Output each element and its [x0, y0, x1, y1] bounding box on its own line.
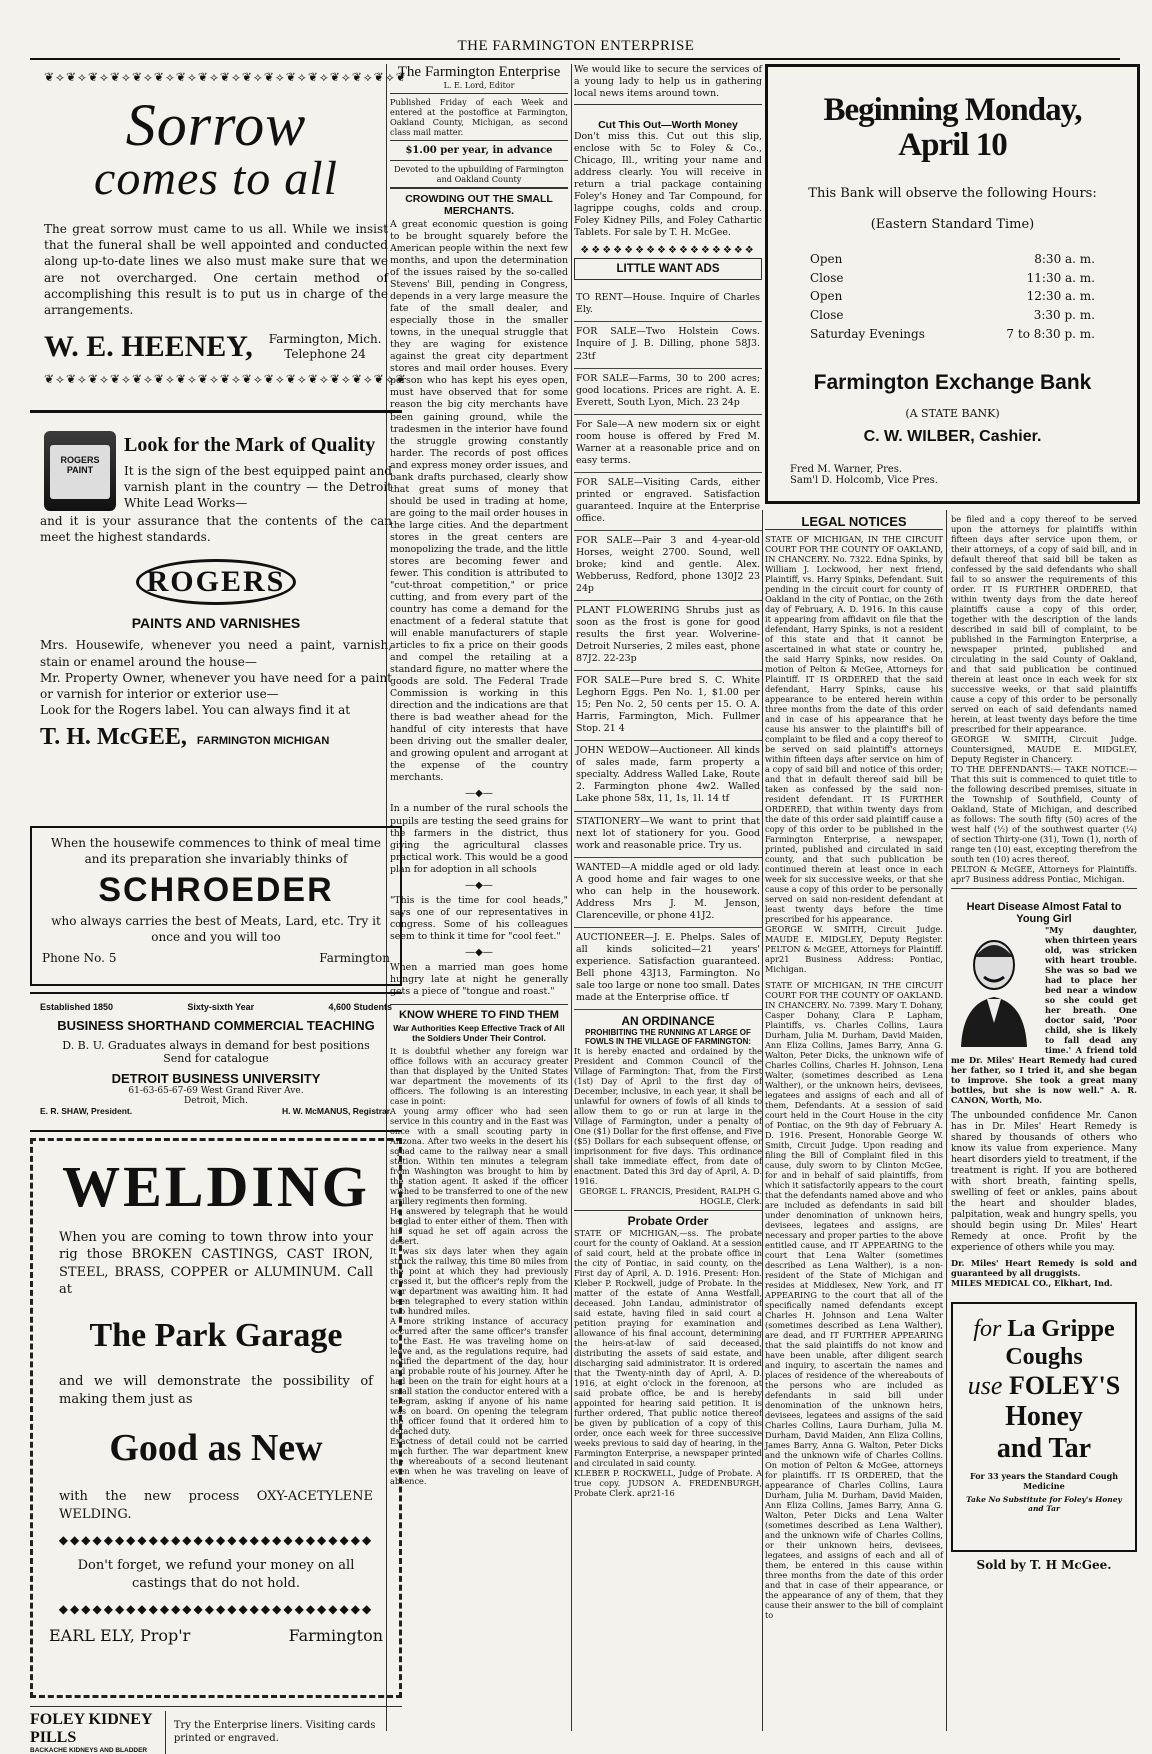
- editor-line: L. E. Lord, Editor: [390, 81, 568, 94]
- dbu-registrar: H. W. McMANUS, Registrar.: [281, 1106, 392, 1116]
- legal-signature: GEORGE W. SMITH, Circuit Judge. Countersigned, MAUDE E. MIDGLEY, Deputy Register in Chancery.: [951, 734, 1137, 764]
- separator: —◆—: [465, 879, 493, 891]
- heart-guarantee: Dr. Miles' Heart Remedy is sold and guaranteed by all druggists.: [951, 1257, 1137, 1278]
- dbu-established: Established 1850: [40, 1002, 114, 1012]
- enterprise-liners: Try the Enterprise liners. Visiting cards printed or engraved.: [173, 1720, 376, 1744]
- welding-refund: Don't forget, we refund your money on all castings that do not hold.: [77, 1558, 355, 1591]
- legal-notice-dohany: STATE OF MICHIGAN, IN THE CIRCUIT COURT FOR THE COUNTY OF OAKLAND. IN CHANCERY. No. 7399. Mary T. Dohany, Casper Dohany, Clara P. Lapham, Plaintiffs, vs. Charles Collins, Laura Durham, Julia M. Durham, David Maiden, Ann Eliza Collins, James Barry, Anna G. Walton, Peter Dicks, the unknown wife of Charles Collins, Charles H. Johnson, Lena Walter, (sometimes described as Lena Walther), or the unknown heirs, devisees, legatees and assigns of each and all of them, Defendants. At a session of said court held in the Court House in the city of Pontiac, on the 9th day of February A. D. 1916. Present, Honorable George W. Smith, Circuit Judge. Upon reading and filing the Bill of Complaint filed in this cause, duly sworn to by Clinton McGee, for and in behalf of said plaintiffs, from which it satisfactorily appears to the court that the defendants named above and who are included as defendants in said bill under denomination of unknown heirs, devisees, legatees and assigns, are necessary and proper parties to the above entitled cause, and IT APPEARING to the court that Lena Walter (sometimes described as Lena Walther), is a non-resident of the State of Michigan and resides at Middlesex, New York, and IT APPEARING to the court that all of the specifically named defendants except Charles H. Johnson and Lena Walter (sometimes described as Lena Walther), are dead, and IT FURTHER APPEARING that the said plaintiffs do not know and have been unable, after diligent search and inquiry, to ascertain the names and places of residence of the whereabouts of the persons who are included as defendants in said bill under denomination of the unknown heirs, devisees, legatees and assigns of the said Charles Collins, Laura Durham, Julia M. Durham, David Maiden, Ann Eliza Collins, James Barry, Anna G. Walton, Peter Dicks and the unknown wife of Charles Collins. On motion of Pelton & McGee, attorneys for plaintiffs. IT IS ORDERED, that the appearance of Charles Collins, Laura Durham, Julia M. Durham, David Maiden, Ann Eliza Collins, James Barry, Anna G. Walton, Peter Dicks and Lena Walter (sometimes described as Lena Walther), and the unknown wife of Charles Collins, or their unknown heirs, devisees, legatees, and assigns of each and all of them, be entered in this cause within three months from the date of this order and that in case of their appearance, or the appearance of any of them, that they cause their answer to the bill of complaint to: [765, 980, 943, 1620]
- schroeder-ad: [30, 826, 402, 986]
- column-right: [951, 514, 1137, 1731]
- legal-headline: LEGAL NOTICES: [765, 514, 943, 530]
- want-ad: For Sale—A new modern six or eight room house is offered by Fred M. Warner at a reasonable price and on easy terms.: [574, 415, 762, 473]
- legal-signature: GEORGE W. SMITH, Circuit Judge. MAUDE E. MIDGLEY, Deputy Register. PELTON & McGEE, Attorneys for Plaintiff. apr21 Business Address: Pontiac, Michigan.: [765, 924, 943, 974]
- ordinance-headline: AN ORDINANCE: [621, 1013, 715, 1028]
- bank-hours-row: Close 11:30 a. m.: [810, 270, 1095, 285]
- foley-name: FOLEY'S: [1008, 1370, 1121, 1400]
- schroeder-town: Farmington: [319, 951, 390, 966]
- bank-hours-table: [790, 250, 1115, 343]
- dbu-students: 4,600 Students: [328, 1002, 392, 1012]
- rogers-body: Mrs. Housewife, whenever you need a paint, varnish, stain or enamel around the house—: [40, 638, 392, 669]
- want-ad: TO RENT—House. Inquire of Charles Ely.: [574, 288, 762, 322]
- ornament-border: ❦⟡❦⟡❦⟡❦⟡❦⟡❦⟡❦⟡❦⟡❦⟡❦⟡❦⟡❦⟡❦⟡❦⟡❦⟡❦⟡❦: [44, 70, 408, 84]
- masthead-rule: [30, 58, 1120, 60]
- want-ad: FOR SALE—Two Holstein Cows. Inquire of J. B. Dilling, phone 58J3. 23tf: [574, 322, 762, 368]
- schroeder-name: SCHROEDER: [98, 871, 334, 910]
- dbu-ad: [30, 992, 402, 1132]
- bank-hours-row: Close 3:30 p. m.: [810, 308, 1095, 323]
- ordinance-signature: GEORGE L. FRANCIS, President, RALPH G. HOGLE, Clerk.: [579, 1185, 762, 1206]
- column-editorial: [390, 64, 568, 1731]
- foley-sold-by: Sold by T. H McGee.: [976, 1557, 1112, 1572]
- dbu-year: Sixty-sixth Year: [187, 1002, 255, 1012]
- legal-notice-spinks: STATE OF MICHIGAN, IN THE CIRCUIT COURT FOR THE COUNTY OF OAKLAND, IN CHANCERY. No. 7322. Edna Spinks, by William J. Lockwood, her next friend, Plaintiff, vs. Harry Spinks, Defendant. Suit pending in the circuit court for county of Oakland in the city of Pontiac, on the 26th day of February, A. D. 1916. In this cause it appearing from affidavit on file that the defendant, Harry Spinks, is not a resident of this state and that it cannot be ascertained in what state or country he, the said Harry Spinks, now resides. On motion of Pelton & McGee, Attorneys for Plaintiff. IT IS ORDERED that the said defendant, Harry Spinks, cause his appearance to be entered herein within three months from the date of this order and in case of his appearance that he cause his answer to the plaintiff's bill of complaint to be filed and a copy thereof to be served on said plaintiff's attorneys within fifteen days after service on him of a copy of said bill and notice of this order; and that in default thereof said bill be taken as confessed by the said non-resident defendant. IT IS FURTHER ORDERED, that within twenty days from the date of this order said plaintiff cause a copy of this order to be published in the Farmington Enterprise, a newspaper, printed, published and circulated in said county, and that such publication be continued therein at least once in each week for six successive weeks, or that she cause a copy of this order to be personally served on said non-resident defendant at least twenty days before the time prescribed for his appearance.: [765, 534, 943, 924]
- man-portrait-icon: [951, 927, 1037, 1047]
- foley-years: For 33 years the Standard Cough Medicine: [969, 1470, 1119, 1491]
- want-ad: AUCTIONEER—J. E. Phelps. Sales of all kinds solicited—21 years' experience. Satisfaction guaranteed. Bell phone 43J13, Farmington. No sale too large or none too small. Dates made at the Enterprise office. tf: [574, 928, 762, 1010]
- welding-good-as-new: Good as New: [109, 1427, 323, 1470]
- cool-heads: "This is the time for cool heads," says one of our representatives in congress. Some of his colleagues seem to think it time for "cool feet.": [390, 894, 568, 942]
- welding-body: and we will demonstrate the possibility of making them just as: [59, 1373, 373, 1407]
- want-ads-headline: LITTLE WANT ADS: [574, 258, 762, 280]
- know-body: He answered by telegraph that he would be glad to enter either of them. Then with his squad he set off again across the desert.: [390, 1205, 568, 1246]
- dbu-catalog: Send for catalogue: [163, 1052, 269, 1065]
- rogers-body: Look for the Rogers label. You can always find it at: [40, 703, 351, 718]
- column-legal: [765, 514, 943, 1731]
- want-ad: JOHN WEDOW—Auctioneer. All kinds of sales made, farm property a specialty. Address Walled Lake, Route 2. Farmington phone 4w2. Walled Lake phone 58x, 11, 1s, 1l. 14 tf: [574, 741, 762, 811]
- heeney-body: The great sorrow must came to us all. While we insist that the funeral shall be well appointed and conducted along up-to-date lines we also must make sure that we are not overcharged. One certain method of accomplishing this result is to put us in charge of the arrangements.: [44, 222, 388, 317]
- dbu-president: E. R. SHAW, President.: [40, 1106, 133, 1116]
- want-ad: STATIONERY—We want to print that next lot of stationery for you. Good work and reasonable price. Try us.: [574, 812, 762, 858]
- rogers-subhead: PAINTS AND VARNISHES: [131, 615, 301, 632]
- heart-maker: MILES MEDICAL CO., Elkhart, Ind.: [951, 1277, 1113, 1288]
- know-body: It was six days later when they again struck the railway, this time 80 miles from the point at which they had previously crossed it, but the officer's reply from the war department was awaiting him. It had been telegraphed to every station within two hundred miles.: [390, 1245, 568, 1316]
- rogers-body: It is the sign of the best equipped paint and varnish plant in the country — the Detroit White Lead Works—: [124, 464, 392, 511]
- bank-time-zone: (Eastern Standard Time): [870, 217, 1035, 233]
- crowding-headline: CROWDING OUT THE SMALL MERCHANTS.: [405, 193, 553, 217]
- ornament-border: ❦⟡❦⟡❦⟡❦⟡❦⟡❦⟡❦⟡❦⟡❦⟡❦⟡❦⟡❦⟡❦⟡❦⟡❦⟡❦⟡❦: [44, 372, 408, 387]
- want-ad: PLANT FLOWERING Shrubs just as soon as the frost is gone for good results the first year. Wolverine-Detroit Nurseries, 2 miles east, phone 87J2. 22-23p: [574, 601, 762, 671]
- want-ad: FOR SALE—Pair 3 and 4-year-old Horses, weight 2700. Sound, well broke; kind and gentle. Alex. Webberuss, Redford, phone 130J2 23 24p: [574, 531, 762, 601]
- foley-substitute: Take No Substitute for Foley's Honey and Tar: [966, 1494, 1122, 1513]
- column-divider: [571, 64, 572, 1731]
- married-man: When a married man goes home hungry late at night he generally gets a piece of "tongue and roast.": [390, 961, 568, 997]
- heeney-town: Farmington, Mich.: [268, 331, 382, 346]
- paper-title: The Farmington Enterprise: [397, 64, 561, 80]
- foley-honey-tar-ad: [951, 1302, 1137, 1552]
- bank-cashier: C. W. WILBER, Cashier.: [863, 428, 1042, 446]
- heart-headline: Heart Disease Almost Fatal to Young Girl: [966, 901, 1122, 925]
- rural-schools: In a number of the rural schools the pupils are testing the seed grains for the farmers in the district, thus giving the agricultural classes practical work. This would be a good plan for adoption in all schools: [390, 803, 568, 875]
- know-body: A young army officer who had seen service in this country and in the East was once with a small scouting party in Arizona. After two weeks in the desert his squad came to the railway near a small station. Within ten minutes a telegram from Washington was brought to him by the station agent. It asked if the officer wished to be transferred to one of the new artillery regiments then forming.: [390, 1105, 568, 1206]
- ordinance-body: It is hereby enacted and ordained by the President and Common Council of the Village of Farmington: That, from the First (1st) Day of April to the first day of December, inclusive, in each year, it shall be unlawful for owners of fowls of all kinds to allow them to go or run at large in the Village of Farmington, under a penalty of One ($1) Dollar for the first offense, and Five ($5) Dollars for each subsequent offense, or imprisonment for five days. This ordinance shall take immediate effect, from date of enactment. Dated this 3rd day of April, A. D. 1916.: [574, 1045, 762, 1186]
- ornament-border: ◆◆◆◆◆◆◆◆◆◆◆◆◆◆◆◆◆◆◆◆◆◆◆◆◆◆◆◆: [58, 1602, 374, 1617]
- dbu-address: 61-63-65-67-69 West Grand River Ave.: [128, 1086, 304, 1096]
- schroeder-lead: When the housewife commences to think of meal time and its preparation she invariably thinks of: [51, 836, 381, 866]
- welding-owner: EARL ELY, Prop'r: [49, 1626, 191, 1646]
- heart-body: The unbounded confidence Mr. Canon has in Dr. Miles' Heart Remedy is shared by thousands of others who know its value from experience. Many heart disorders yield to treatment, if the treatment is right. If you are bothered with short breath, fainting spells, swelling of feet or ankles, pains about the heart and shoulder blades, palpitation, weak and hungry spells, you should begin using Dr. Miles' Heart Remedy at once. Profit by the experience of others while you may.: [951, 1111, 1137, 1253]
- footer-strip: [30, 1706, 402, 1754]
- published-notice: Published Friday of each Week and entered at the postoffice at Farmington, Oakland County, Michigan, as second class mail matter.: [390, 94, 568, 141]
- rogers-ad: [30, 410, 402, 820]
- want-ad: FOR SALE—Visiting Cards, either printed or engraved. Satisfaction guaranteed. Inquire at the Enterprise office.: [574, 473, 762, 531]
- rogers-dealer-town: FARMINGTON MICHIGAN: [196, 735, 330, 748]
- know-body: A more striking instance of accuracy occurred after the same officer's transfer to the East. He was traveling home on leave and, as the regulations require, had notified the department of the day, hour and probable route of his journey. After he had been on the train for eight hours at a small station the conductor entered with a telegram, asking if anyone of his name was on board. On opening the telegram the officer found that it ordered him to detached duty.: [390, 1315, 568, 1436]
- masthead: THE FARMINGTON ENTERPRISE: [457, 38, 695, 54]
- welding-town: Farmington: [288, 1626, 383, 1646]
- heeney-ad: [30, 64, 408, 404]
- cut-this-out-headline: Cut This Out—Worth Money: [598, 119, 738, 132]
- cut-this-out-body: Don't miss this. Cut out this slip, enclose with 5c to Foley & Co., Chicago, Ill., writing your name and address clearly. You will receive in return a trial package containing Foley's Honey and Tar Compound, for lagrippe coughs, colds and croup. Foley Kidney Pills, and Foley Cathartic Tablets. For sale by T. H. McGee.: [574, 131, 762, 239]
- reporter-wanted: We would like to secure the services of a young lady to help us in gathering local news items around town.: [574, 64, 762, 105]
- probate-body: STATE OF MICHIGAN,—ss. The probate court for the county of Oakland. At a session of said court, held at the probate office in the city of Pontiac, in said county, on the First day of April, A. D. 1916. Present: Hon. Kleber P. Rockwell, judge of Probate. In the matter of the estate of Anna Westfall, deceased. John Landau, administrator of said estate, having filed in said court a petition praying for examination and allowance of his final account, determining the heirs-at-law of said deceased, distributing the assets of said estate, and discharging said administrator. It is ordered that the Twenty-ninth day of April, A. D. 1916, at eight o'clock in the forenoon, at said probate office, be and is hereby appointed for hearing said petition. It is further ordered, That public notice thereof be given by publication of a copy of this order, once each week for three successive weeks previous to said day of hearing, in the Farmington Enterprise, a newspaper printed and circulated in said county.: [574, 1227, 762, 1468]
- legal-signature: PELTON & McGEE, Attorneys for Plaintiffs. apr7 Business address Pontiac, Michigan.: [951, 864, 1137, 889]
- want-ads-list: [574, 288, 762, 1010]
- dbu-city: Detroit, Mich.: [184, 1096, 248, 1106]
- column-divider: [946, 510, 947, 1731]
- probate-signature: KLEBER P. ROCKWELL, Judge of Probate. A true copy. JUDSON A. FREDENBURGH, Probate Clerk. apr21-16: [574, 1467, 762, 1498]
- subscription-price: $1.00 per year, in advance: [390, 141, 568, 161]
- foley-kidney-logo: FOLEY KIDNEY PILLS: [30, 1711, 152, 1746]
- foley-use: use: [967, 1370, 1003, 1400]
- want-ad: FOR SALE—Farms, 30 to 200 acres; good locations. Prices are right. A. E. Everett, South Lyon, Mich. 23 24p: [574, 369, 762, 415]
- rogers-dealer: T. H. McGEE,: [40, 724, 187, 751]
- legal-notice-continued: be filed and a copy thereof to be served upon the attorneys for plaintiffs within fifteen days after service upon them, or their attorneys, of a copy of said bill, and in default thereof that said bill be taken as confessed by the said defendants who shall fail to so answer the requirements of this order. IT IS FURTHER ORDERED, that within twenty days from the date hereof plaintiffs cause a copy of this order, together with the description of the lands described in said bill of complaint, to be published in the Farmington Enterprise, a newspaper printed, published and circulating in the said County of Oakland, and that said publication be continued therein at least once in each week for six successive weeks, or that said plaintiffs cause a copy of this order to be personally served on each of said defendants named herein, at least twenty days before the time prescribed for their appearance.: [951, 514, 1137, 734]
- heart-ad: [951, 901, 1137, 1288]
- foley-kidney-sub: BACKACHE KIDNEYS AND BLADDER: [30, 1747, 148, 1754]
- know-headline: KNOW WHERE TO FIND THEM: [390, 1004, 568, 1021]
- dbu-name: DETROIT BUSINESS UNIVERSITY: [111, 1071, 321, 1086]
- welding-body: with the new process OXY-ACETYLENE WELDING.: [59, 1489, 373, 1522]
- ornament-border: ◆◆◆◆◆◆◆◆◆◆◆◆◆◆◆◆◆◆◆◆◆◆◆◆◆◆◆◆: [58, 1533, 374, 1548]
- heart-testimonial: "My daughter, when thirteen years old, was stricken with heart trouble. She was so bad we had to place her bed near a window so she could get her breath. One doctor said, 'Poor child, she is likely to fall dead any time.' A friend told me Dr. Miles' Heart Remedy had cured her father, so I tried it, and she began to improve. She took a great many bottles, but she is now well." A. R. CANON, Worth, Mo.: [951, 925, 1137, 1105]
- bank-headline: Beginning Monday, April 10: [823, 92, 1082, 163]
- separator: —◆—: [465, 946, 493, 958]
- rogers-body: and it is your assurance that the contents of the can meet the highest standards.: [40, 514, 392, 545]
- column-divider: [762, 510, 763, 1731]
- heeney-phone: Telephone 24: [284, 347, 366, 362]
- ordinance-subhead: PROHIBITING THE RUNNING AT LARGE OF FOWLS IN THE VILLAGE OF FARMINGTON:: [584, 1027, 752, 1046]
- crowding-body: A great economic question is going to be brought squarely before the American people within the next few months, and upon the determination of the issues raised by the so-called Stevens' Bill, pending in Congress, depends in a very large measure the fate of the small dealer, and especially those in the smaller towns, in the unequal struggle that they are waging for existence against the great city department stores and mail order houses. Every person who has kept his eyes open, must have observed that for some reason the big city merchants have been gaining ground, while the tradesmen in the interior have found the struggle growing constantly harder. The records of post offices and express money order issues, and bank drafts purchased, clearly show that great sums of money that should be used in trading at home, are going to the mail order houses in the large cities. And the department stores in the great centers are monopolizing the trade, and the little stores are becoming fewer and fewer. This condition is attributed to "cut-throat competition," or price cutting, and from every part of the country has come a demand for the enactment of a federal statute that will enable manufacturers of staple articles to fix a price on their goods and compel the retailing at a standard figure, no matter where the goods are sold. The Federal Trade Commission is working in this direction and the indications are that there is bad weather ahead for the handful of city interests that have been driving out the smaller dealer, and growing opulent and arrogant at the expense of the country merchants.: [390, 219, 568, 784]
- schroeder-phone: Phone No. 5: [42, 951, 117, 966]
- schroeder-body: who always carries the best of Meats, Lard, etc. Try it once and you will too: [51, 914, 381, 944]
- ornament-border: ❖❖❖❖❖❖❖❖❖❖❖❖❖❖❖❖: [580, 245, 756, 257]
- foley-honey: Honey: [1005, 1400, 1083, 1432]
- bank-name: Farmington Exchange Bank: [813, 371, 1092, 395]
- want-ad: WANTED—A middle aged or old lady. A good home and fair wages to one who can help in the housework. Address Mrs J. M. Jenson, Clarenceville, or phone 41J2.: [574, 858, 762, 928]
- foley-tar: and Tar: [996, 1432, 1092, 1464]
- paint-can-icon: ROGERS PAINT: [44, 431, 116, 511]
- dbu-courses: BUSINESS SHORTHAND COMMERCIAL TEACHING: [57, 1018, 375, 1033]
- bank-hours-intro: This Bank will observe the following Hours:: [808, 186, 1097, 202]
- know-body: It is doubtful whether any foreign war office follows with an accuracy greater than that displayed by the United States war department the movements of its officers. The following is an interesting case in point:: [390, 1045, 568, 1106]
- welding-ad: [30, 1138, 402, 1698]
- dbu-line: D. B. U. Graduates always in demand for best positions: [62, 1039, 370, 1052]
- heeney-headline: Sorrow comes to all: [94, 92, 338, 205]
- bank-state: (A STATE BANK): [905, 407, 1000, 421]
- know-subhead: War Authorities Keep Effective Track of All the Soldiers Under Their Control.: [393, 1022, 565, 1043]
- rogers-headline: Look for the Mark of Quality: [124, 434, 376, 456]
- devoted-line: Devoted to the upbuilding of Farmington and Oakland County: [390, 161, 568, 189]
- column-ads-left: [30, 64, 408, 1731]
- foley-for: for: [973, 1315, 1002, 1342]
- bank-hours-row: Saturday Evenings 7 to 8:30 p. m.: [810, 326, 1095, 341]
- rogers-body: Mr. Property Owner, whenever you have need for a paint or varnish for interior or exterior use—: [40, 670, 392, 701]
- welding-body: When you are coming to town throw into your rig those BROKEN CASTINGS, CAST IRON, STEEL, BRASS, COPPER or ALUMINUM. Call at: [59, 1229, 373, 1298]
- column-want-ads: [574, 64, 762, 1731]
- want-ad: FOR SALE—Pure bred S. C. White Leghorn Eggs. Pen No. 1, $1.00 per 15; Pen No. 2, 50 cents per 15. O. A. Harris, Farmington, Mich. Fullmer Stop. 21 4: [574, 671, 762, 741]
- legal-defendants: TO THE DEFENDANTS:— TAKE NOTICE:—That this suit is commenced to quiet title to the following described premises, situate in the Township of Southfield, County of Oakland, State of Michigan, and described as follows: The south fifty (50) acres of the west half (½) of the southwest quarter (¼) of section Thirty-one (31), Town (1), north of range ten (10) east, excepting therefrom the south ten (10) acres thereof.: [951, 764, 1137, 864]
- foley-coughs: Coughs: [1005, 1343, 1083, 1370]
- know-body: Exactness of detail could not be carried much further. The war department knew the whereabouts of a second lieutenant even when he was traveling on leave of absence.: [390, 1435, 568, 1486]
- welding-garage: The Park Garage: [89, 1316, 343, 1354]
- bank-president: Fred M. Warner, Pres.: [790, 464, 903, 476]
- rogers-logo: ROGERS: [136, 559, 296, 605]
- bank-hours-row: Open 12:30 a. m.: [810, 289, 1095, 304]
- foley-la-grippe: La Grippe: [1007, 1315, 1115, 1342]
- bank-hours-row: Open 8:30 a. m.: [810, 252, 1095, 267]
- bank-vice-president: Sam'l D. Holcomb, Vice Pres.: [790, 475, 938, 487]
- heeney-name: W. E. HEENEY,: [44, 330, 253, 364]
- bank-ad: [765, 64, 1140, 504]
- welding-headline: WELDING: [62, 1154, 370, 1219]
- probate-headline: Probate Order: [574, 1210, 762, 1228]
- separator: —◆—: [465, 788, 493, 800]
